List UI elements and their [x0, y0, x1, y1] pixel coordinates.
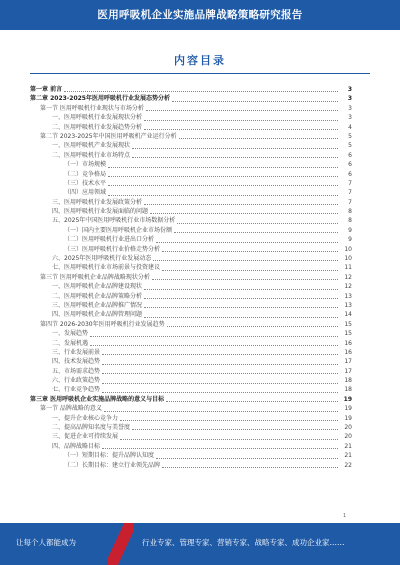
toc-entry-text: 二、提高品牌知名度与美誉度	[52, 424, 131, 432]
toc-dot-leader	[108, 185, 338, 186]
toc-entry-page: 3	[348, 104, 352, 112]
toc-entry-page: 12	[344, 283, 352, 291]
toc-entry-page: 8	[348, 217, 352, 225]
toc-entry-text: 三、医用呼吸机行业发展政策分析	[52, 198, 143, 206]
toc-entry-text: 六、2025年医用呼吸机行业发展动态	[52, 255, 152, 263]
toc-entry-page: 13	[344, 301, 352, 309]
toc-entry[interactable]	[30, 320, 352, 329]
toc-dot-leader	[162, 251, 338, 252]
toc-entry-page: 6	[348, 151, 352, 159]
toc-dot-leader	[156, 458, 338, 459]
toc-entry-text: （二）长期目标：建立行业领先品牌	[64, 461, 161, 469]
toc-dot-leader	[102, 373, 338, 374]
toc-entry-text: （二）医用呼吸机行业进出口分析	[64, 236, 155, 244]
toc-entry[interactable]	[30, 245, 352, 254]
toc-entry-text: 四、技术发展趋势	[52, 358, 101, 366]
toc-entry[interactable]	[30, 432, 352, 441]
toc-entry-page: 3	[347, 85, 352, 93]
toc-entry-page: 12	[344, 273, 352, 281]
toc-entry[interactable]	[30, 151, 352, 160]
toc-entry-page: 8	[348, 208, 352, 216]
toc-dot-leader	[167, 326, 338, 327]
toc-dot-leader	[144, 298, 338, 299]
toc-entry[interactable]	[30, 273, 352, 282]
toc-entry[interactable]	[30, 132, 352, 141]
toc-entry[interactable]	[30, 423, 352, 432]
toc-entry-text: 七、医用呼吸机行业市场前景与投资建议	[52, 264, 161, 272]
toc-entry[interactable]	[30, 104, 352, 113]
toc-entry[interactable]	[30, 179, 352, 188]
toc-entry-page: 19	[344, 405, 352, 413]
toc-entry[interactable]	[30, 348, 352, 357]
toc-dot-leader	[162, 467, 338, 468]
toc-entry-page: 19	[344, 414, 352, 422]
toc-dot-leader	[102, 392, 338, 393]
toc-dot-leader	[90, 336, 338, 337]
toc-entry[interactable]	[30, 123, 352, 132]
toc-dot-leader	[108, 167, 338, 168]
toc-entry-page: 21	[344, 442, 352, 450]
toc-entry-text: 第二节 2023-2025年中国医用呼吸机产业运行分析	[40, 132, 177, 140]
toc-entry-text: （一）市场规模	[64, 161, 107, 169]
toc-entry-page: 17	[344, 358, 352, 366]
toc-entry-text: 五、2025年中国医用呼吸机行业市场数据分析	[52, 217, 176, 225]
toc-entry-text: （三）医用呼吸机行业价格走势分析	[64, 245, 161, 253]
toc-entry[interactable]	[30, 292, 352, 301]
toc-entry-page: 10	[344, 255, 352, 263]
toc-entry[interactable]	[30, 235, 352, 244]
toc-entry-page: 18	[344, 386, 352, 394]
toc-entry-text: 六、行业政策趋势	[52, 377, 101, 385]
toc-dot-leader	[90, 345, 338, 346]
toc-entry-text: 二、发展机遇	[52, 339, 89, 347]
toc-entry[interactable]	[30, 254, 352, 263]
toc-dot-leader	[144, 120, 338, 121]
toc-entry[interactable]	[30, 141, 352, 150]
toc-dot-leader	[102, 354, 338, 355]
toc-entry[interactable]	[30, 367, 352, 376]
toc-entry[interactable]	[30, 263, 352, 272]
toc-entry-text: 一、医用呼吸机产业发展现状	[52, 142, 131, 150]
toc-entry-page: 13	[344, 292, 352, 300]
toc-title-divider	[30, 73, 370, 74]
toc-entry[interactable]	[30, 386, 352, 395]
page-number: 1	[343, 513, 347, 519]
toc-entry-text: 第一节 医用呼吸机行业现状与市场分析	[40, 104, 144, 112]
toc-dot-leader	[132, 148, 338, 149]
toc-entry-page: 3	[348, 114, 352, 122]
toc-entry[interactable]	[30, 357, 352, 366]
footer-slogan-right: 行业专家、管理专家、营销专家、战略专家、成功企业家……	[142, 538, 345, 547]
toc-dot-leader	[132, 157, 338, 158]
toc-entry-text: 一、发展趋势	[52, 330, 89, 338]
toc-dot-leader	[102, 448, 338, 449]
toc-dot-leader	[144, 317, 338, 318]
toc-entry[interactable]	[30, 461, 352, 470]
toc-entry-text: 二、医用呼吸机行业市场特点	[52, 151, 131, 159]
toc-entry-page: 7	[348, 179, 352, 187]
toc-entry[interactable]	[30, 198, 352, 207]
toc-entry-text: 四、品牌战略目标	[52, 442, 101, 450]
toc-entry-page: 14	[344, 311, 352, 319]
toc-entry[interactable]	[30, 85, 352, 94]
toc-entry[interactable]	[30, 160, 352, 169]
toc-dot-leader	[102, 383, 338, 384]
toc-entry-page: 15	[344, 330, 352, 338]
toc-entry-text: 二、医用呼吸机行业发展趋势分析	[52, 123, 143, 131]
toc-entry[interactable]	[30, 329, 352, 338]
toc-dot-leader	[64, 91, 338, 92]
toc-entry-text: （三）技术水平	[64, 179, 107, 187]
toc-dot-leader	[179, 138, 338, 139]
toc-entry[interactable]	[30, 451, 352, 460]
toc-dot-leader	[144, 129, 338, 130]
toc-dot-leader	[146, 110, 338, 111]
toc-entry[interactable]	[30, 376, 352, 385]
toc-dot-leader	[132, 429, 338, 430]
toc-dot-leader	[172, 101, 338, 102]
toc-entry-text: 第二章 2023-2025年医用呼吸机行业发展态势分析	[30, 95, 170, 103]
toc-entry[interactable]	[30, 216, 352, 225]
toc-entry-page: 7	[348, 189, 352, 197]
toc-entry-text: 五、市场需求趋势	[52, 367, 101, 375]
toc-entry[interactable]	[30, 339, 352, 348]
toc-entry-page: 20	[344, 424, 352, 432]
toc-entry-text: 一、医用呼吸机企业品牌建设现状	[52, 283, 143, 291]
toc-entry-page: 3	[347, 95, 352, 103]
toc-dot-leader	[150, 213, 338, 214]
toc-dot-leader	[104, 411, 338, 412]
toc-entry-page: 19	[343, 395, 352, 403]
report-title: 医用呼吸机企业实施品牌战略策略研究报告	[97, 9, 303, 21]
toc-entry-page: 15	[344, 320, 352, 328]
toc-entry[interactable]	[30, 188, 352, 197]
toc-entry[interactable]	[30, 404, 352, 413]
toc-dot-leader	[144, 204, 338, 205]
toc-entry-page: 5	[348, 142, 352, 150]
toc-dot-leader	[162, 270, 338, 271]
toc-dot-leader	[102, 364, 338, 365]
toc-entry[interactable]	[30, 282, 352, 291]
toc-entry[interactable]	[30, 113, 352, 122]
toc-entry-text: （二）竞争格局	[64, 170, 107, 178]
toc-entry-page: 11	[344, 264, 352, 272]
toc-entry-text: 七、行业竞争趋势	[52, 386, 101, 394]
toc-entry-page: 20	[344, 433, 352, 441]
toc-entry-page: 17	[344, 367, 352, 375]
toc-entry[interactable]	[30, 442, 352, 451]
toc-entry-text: 二、医用呼吸机企业品牌策略分析	[52, 292, 143, 300]
toc-entry-text: （一）短期目标：提升品牌认知度	[64, 452, 155, 460]
toc-entry-page: 9	[348, 236, 352, 244]
toc-entry-text: 三、促进企业可持续发展	[52, 433, 119, 441]
footer-red-slash-decoration	[108, 523, 134, 565]
toc-entry[interactable]	[30, 170, 352, 179]
toc-dot-leader	[174, 232, 338, 233]
toc-dot-leader	[152, 279, 338, 280]
toc-entry-page: 22	[344, 461, 352, 469]
toc-entry-text: 四、医用呼吸机行业发展面临的问题	[52, 208, 149, 216]
toc-entry[interactable]	[30, 414, 352, 423]
toc-entry-text: 三、行业发展前景	[52, 348, 101, 356]
toc-entry[interactable]	[30, 310, 352, 319]
footer-slogan-left: 让每个人都能成为	[16, 538, 76, 547]
toc-dot-leader	[144, 289, 338, 290]
toc-entry-page: 5	[348, 132, 352, 140]
toc-dot-leader	[120, 439, 338, 440]
toc-entry-page: 7	[348, 198, 352, 206]
toc-title: 内容目录	[174, 54, 226, 67]
toc-entry-page: 4	[348, 123, 352, 131]
table-of-contents	[30, 85, 352, 470]
toc-entry-page: 6	[348, 161, 352, 169]
toc-entry-page: 18	[344, 377, 352, 385]
toc-entry-text: （四）应用领域	[64, 189, 107, 197]
toc-dot-leader	[166, 401, 338, 402]
toc-entry-text: 一、医用呼吸机行业发展现状分析	[52, 114, 143, 122]
toc-entry[interactable]	[30, 301, 352, 310]
toc-entry[interactable]	[30, 226, 352, 235]
toc-entry[interactable]	[30, 207, 352, 216]
toc-entry-text: 四、医用呼吸机企业品牌管理问题	[52, 311, 143, 319]
toc-entry-text: 第三章 医用呼吸机企业实施品牌战略的意义与目标	[30, 395, 165, 403]
toc-entry-text: 第三节 医用呼吸机企业品牌战略现状分析	[40, 273, 150, 281]
toc-dot-leader	[144, 307, 338, 308]
toc-entry-text: 第四节 2026-2030年医用呼吸机行业发展趋势	[40, 320, 165, 328]
toc-entry-text: 一、提升企业核心竞争力	[52, 414, 119, 422]
toc-entry[interactable]	[30, 94, 352, 103]
toc-entry-page: 9	[348, 226, 352, 234]
toc-entry-text: 三、医用呼吸机企业品牌推广情况	[52, 301, 143, 309]
toc-entry-page: 21	[344, 452, 352, 460]
toc-entry-page: 6	[348, 170, 352, 178]
toc-entry-text: 第一章 前言	[30, 85, 63, 93]
toc-dot-leader	[108, 176, 338, 177]
toc-dot-leader	[108, 195, 338, 196]
toc-entry-page: 16	[344, 348, 352, 356]
toc-entry-page: 16	[344, 339, 352, 347]
toc-entry-text: 第一节 品牌战略的意义	[40, 405, 102, 413]
toc-dot-leader	[177, 223, 338, 224]
toc-entry[interactable]	[30, 395, 352, 404]
toc-entry-page: 10	[344, 245, 352, 253]
toc-dot-leader	[153, 260, 338, 261]
toc-dot-leader	[156, 242, 338, 243]
toc-entry-text: （一）国内主要医用呼吸机企业市场份额	[64, 226, 173, 234]
toc-dot-leader	[120, 420, 338, 421]
